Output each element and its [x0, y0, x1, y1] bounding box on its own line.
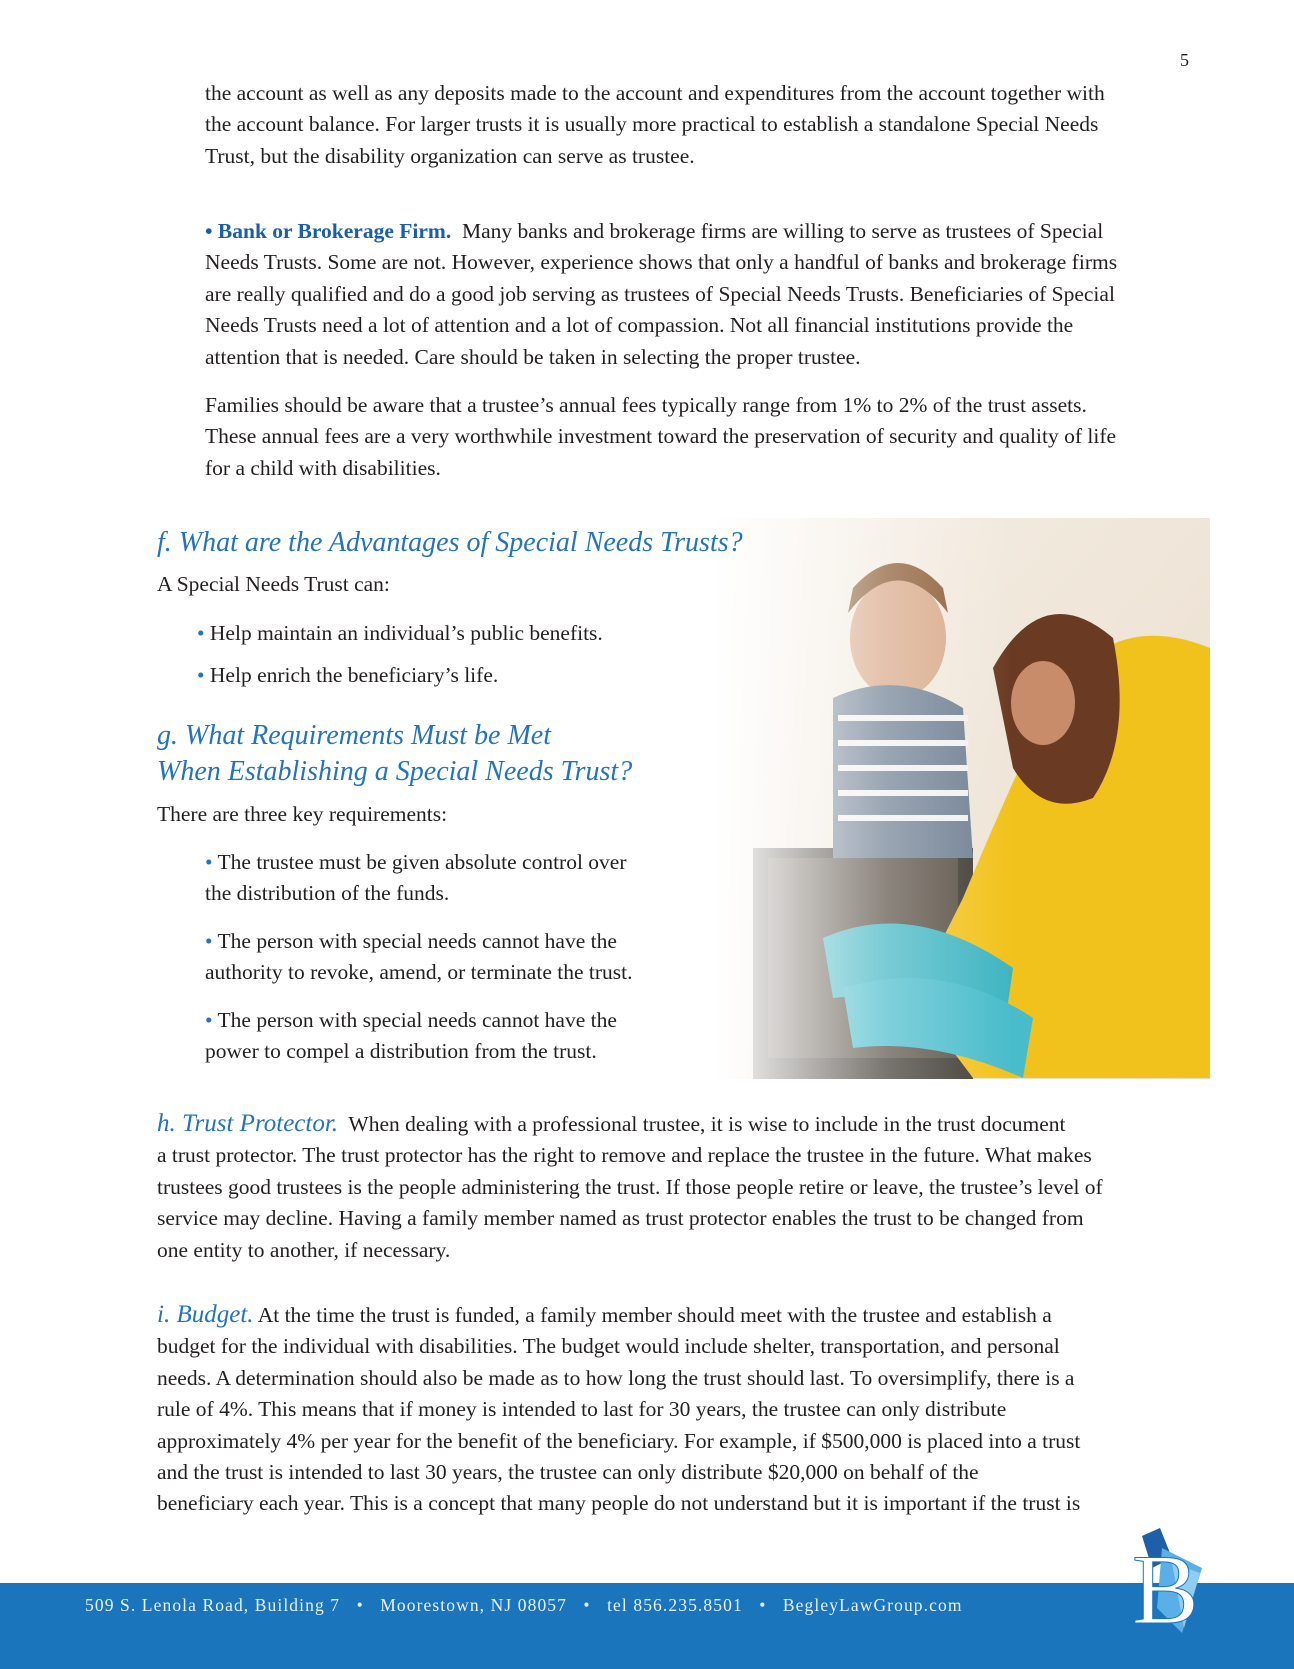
section-f-heading: f. What are the Advantages of Special Needs Trusts? [157, 527, 743, 558]
bullet-text: authority to revoke, amend, or terminate the trust. [205, 960, 633, 985]
text-line: budget for the individual with disabilities. The budget would include shelter, transportation, and personal [157, 1334, 1060, 1359]
bullet-text: the distribution of the funds. [205, 881, 450, 906]
text-line: needs. A determination should also be made as to how long the trust should last. To oversimplify, there is a [157, 1365, 1075, 1390]
section-g-bullet: • The trustee must be given absolute control over the distribution of the funds. [205, 847, 627, 910]
first-line: At the time the trust is funded, a family member should meet with the trustee and establish a [253, 1303, 1052, 1327]
section-i-lines [157, 1331, 1080, 1519]
section-g-heading [157, 718, 632, 790]
section-f-intro: A Special Needs Trust can: [157, 572, 390, 596]
intro-paragraph [205, 78, 1105, 172]
text-line: service may decline. Having a family member named as trust protector enables the trust to be changed from [157, 1206, 1084, 1231]
text-line: the account balance. For larger trusts it is usually more practical to establish a standalone Special Needs [205, 112, 1099, 137]
section-f-bullet: • Help enrich the beneficiary’s life. [197, 663, 499, 687]
section-h-lines [157, 1140, 1103, 1266]
text-line: attention that is needed. Care should be taken in selecting the proper trustee. [205, 344, 861, 369]
page-number: 5 [1180, 50, 1189, 70]
bank-first-line: Many banks and brokerage firms are willing to serve as trustees of Special [451, 219, 1104, 243]
bullet-text: power to compel a distribution from the trust. [205, 1039, 597, 1064]
section-f-bullet: • Help maintain an individual’s public benefits. [197, 621, 603, 645]
section-i-paragraph [157, 1299, 1080, 1520]
bullet-text: Help enrich the beneficiary’s life. [209, 663, 499, 687]
bank-paragraph [205, 216, 1117, 373]
bullet-text: Help maintain an individual’s public benefits. [209, 621, 603, 645]
fees-paragraph [205, 390, 1116, 484]
text-line: Needs Trusts. Some are not. However, experience shows that only a handful of banks and brokerage firms [205, 250, 1118, 275]
logo-letter: B [1132, 1534, 1199, 1640]
text-line: a trust protector. The trust protector has the right to remove and replace the trustee in the future. What makes [157, 1143, 1092, 1168]
text-line: Trust, but the disability organization can serve as trustee. [205, 143, 695, 168]
text-line: trustees good trustees is the people administering the trust. If those people retire or leave, the trustee’s level of [157, 1174, 1103, 1199]
text-line: are really qualified and do a good job serving as trustees of Special Needs Trusts. Beneficiaries of Special [205, 281, 1115, 306]
section-h-heading: h. Trust Protector. [157, 1110, 339, 1137]
begley-logo [1112, 1528, 1212, 1640]
text-line: the account as well as any deposits made to the account and expenditures from the account together with [205, 81, 1105, 105]
text-line: and the trust is intended to last 30 years, the trustee can only distribute $20,000 on behalf of the [157, 1460, 979, 1485]
bullet-text: The person with special needs cannot have the [217, 1008, 617, 1032]
text-line: approximately 4% per year for the benefit of the beneficiary. For example, if $500,000 is placed into a trust [157, 1428, 1081, 1453]
section-g-bullet: • The person with special needs cannot have the power to compel a distribution from the trust. [205, 1005, 617, 1068]
text-line: beneficiary each year. This is a concept that many people do not understand but it is important if the trust is [157, 1491, 1081, 1516]
text-line: for a child with disabilities. [205, 455, 441, 480]
photo-illustration [713, 518, 1210, 1079]
bank-lead: • Bank or Brokerage Firm. [205, 219, 452, 243]
footer-contact: 509 S. Lenola Road, Building 7 • Moorestown, NJ 08057 • tel 856.235.8501 • BegleyLawGroup.com [85, 1595, 963, 1615]
text-line: Needs Trusts need a lot of attention and a lot of compassion. Not all financial institutions provide the [205, 313, 1074, 338]
text-line: These annual fees are a very worthwhile investment toward the preservation of security and quality of life [205, 424, 1117, 449]
first-line: When dealing with a professional trustee, it is wise to include in the trust document [338, 1112, 1066, 1136]
text-line: one entity to another, if necessary. [157, 1237, 451, 1262]
text-line: rule of 4%. This means that if money is intended to last for 30 years, the trustee can only distribute [157, 1397, 1007, 1422]
section-g-bullet: • The person with special needs cannot have the authority to revoke, amend, or terminate the trust. [205, 926, 632, 989]
section-g-intro: There are three key requirements: [157, 802, 448, 826]
heading-line: When Establishing a Special Needs Trust? [157, 756, 633, 787]
bullet-text: The trustee must be given absolute control over [217, 850, 627, 874]
bullet-text: The person with special needs cannot have the [217, 929, 617, 953]
section-h-paragraph [157, 1108, 1103, 1266]
section-i-heading: i. Budget. [157, 1301, 254, 1328]
text-line: Families should be aware that a trustee’s annual fees typically range from 1% to 2% of the trust assets. [205, 393, 1087, 417]
heading-line: g. What Requirements Must be Met [157, 720, 551, 751]
photo-kitchen-baking [713, 518, 1210, 1079]
bank-lines [205, 247, 1117, 373]
